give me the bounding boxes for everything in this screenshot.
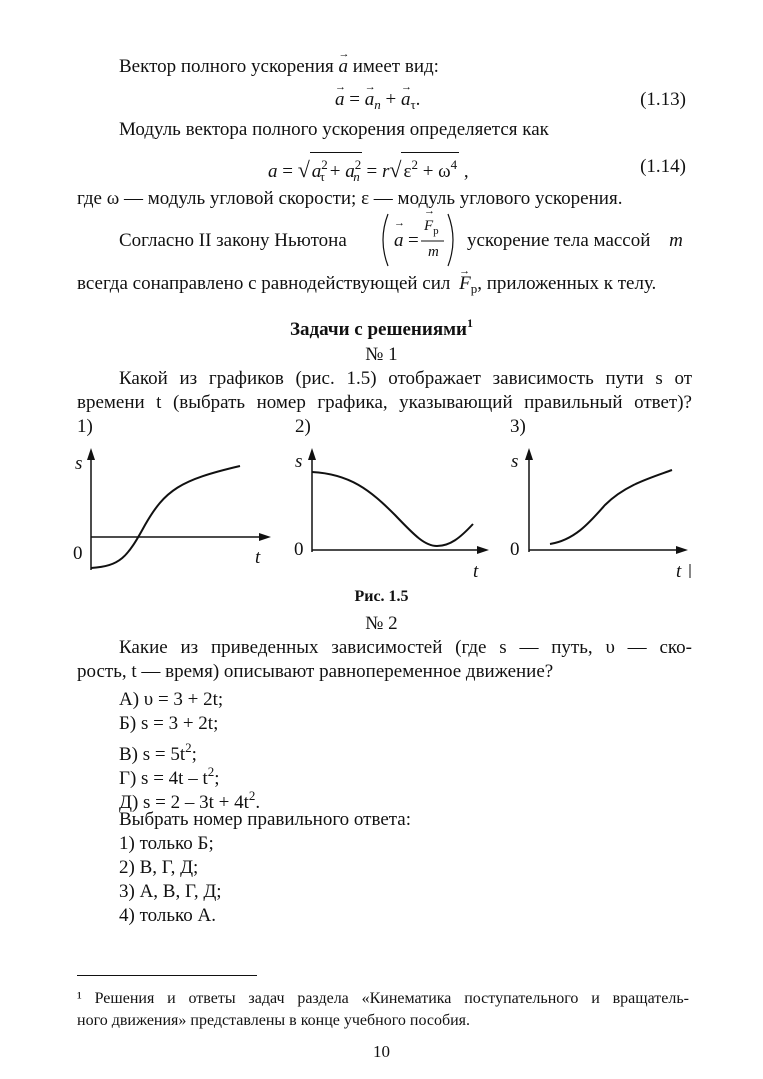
newton-formula: → a = → $F_р$ m <box>378 212 458 268</box>
vector-a-symbol: → a <box>338 55 348 79</box>
plot-3: s 0 t <box>500 440 700 580</box>
plot-3-graphic <box>500 440 700 580</box>
section-title: Задачи с решениями$^1$ <box>289 316 473 340</box>
option-c: В) $s = 5t^2$; <box>119 740 197 765</box>
answer-3: 3) А, В, Г, Д; <box>119 881 222 902</box>
equation-number-1-14: (1.14) <box>640 156 686 177</box>
equation-1-13: → a = → $a_n$ + → $a_\tau$. <box>335 88 420 117</box>
plot-1: s 0 t <box>65 440 280 580</box>
footnote-line-2: ного движения» представлены в конце учебного пособия. <box>77 1012 471 1029</box>
task-2-line-2: рость, t — время) описывают равнопеременное движение? <box>77 661 554 682</box>
task-1-line-1: Какой из графиков (рис. 1.5) отображает зависимость пути s от <box>119 368 692 389</box>
plot-2-graphic <box>285 440 500 580</box>
task-2-line-1: Какие из приведенных зависимостей (где s — путь, υ — ско- <box>119 637 692 658</box>
plot-1-graphic <box>65 440 280 580</box>
plot-2: s 0 t <box>285 440 500 580</box>
newton-line-start: Согласно II закону Ньютона <box>119 230 347 251</box>
footnote-line-1: ¹ Решения и ответы задач раздела «Кинематика поступательного и вращатель- <box>77 990 689 1007</box>
option-e: Д) $s = 2 - 3t + 4t^2$. <box>119 788 261 813</box>
equation-number-1-13: (1.13) <box>640 89 686 110</box>
task-2-number: № 2 <box>365 613 398 634</box>
answer-2: 2) В, Г, Д; <box>119 857 199 878</box>
task-1-line-2: времени t (выбрать номер графика, указывающий правильный ответ)? <box>77 392 692 413</box>
task-1-number: № 1 <box>365 344 398 365</box>
option-a: А) υ = 3 + 2t; <box>119 689 224 710</box>
where-line: где ω — модуль угловой скорости; ε — модуль углового ускорения. <box>77 188 623 209</box>
plot-2-label: 2) <box>295 416 311 437</box>
choose-line: Выбрать номер правильного ответа: <box>119 809 411 830</box>
option-b: Б) s = 3 + 2t; <box>119 713 219 734</box>
force-line: всегда сонаправлено с равнодействующей сил → $F_р$, приложенных к телу. <box>77 272 656 301</box>
footnote-rule <box>77 975 257 976</box>
newton-line-end: ускорение тела массой m <box>467 230 683 251</box>
figure-caption: Рис. 1.5 <box>354 588 409 605</box>
plot-1-label: 1) <box>77 416 93 437</box>
option-d: Г) $s = 4t - t^2$; <box>119 764 220 789</box>
plot-3-label: 3) <box>510 416 526 437</box>
equation-1-14: a = √ $a^2_\tau + a^2_n = r√$ $\varepsilon^2 + \omega^4$ , <box>268 152 469 189</box>
vector-intro-line: Вектор полного ускорения → a имеет вид: <box>119 55 439 79</box>
answer-4: 4) только А. <box>119 905 217 926</box>
answer-1: 1) только Б; <box>119 833 214 854</box>
page-number: 10 <box>373 1042 390 1061</box>
modulus-intro-line: Модуль вектора полного ускорения определяется как <box>119 119 549 140</box>
